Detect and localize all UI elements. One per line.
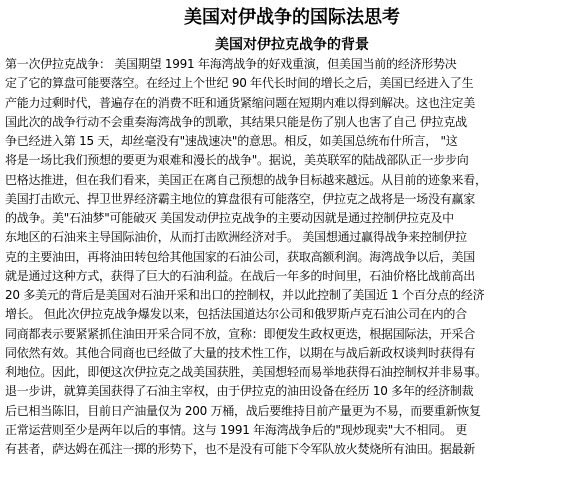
body-line: 定了它的算盘可能要落空。在经过上个世纪 90 年代长时间的增长之后，美国已经进入了生 <box>5 76 474 91</box>
body-line: 退一步讲，就算美国获得了石油主宰权，由于伊拉克的油田设备在经历 10 多年的经济制裁 <box>5 384 474 399</box>
document-title: 美国对伊战争的国际法思考 <box>184 7 400 28</box>
body-line: 利地位。因此，即便这次伊拉克之战美国获胜，美国想轻而易举地获得石油控制权并非易事。 <box>5 365 487 379</box>
body-text <box>5 55 580 459</box>
body-line: 有甚者，萨达姆在孤注一掷的形势下，也不是没有可能下令军队放火焚烧所有油田。据最新 <box>5 442 476 456</box>
body-line: 国此次的战争行动不会重奏海湾战争的凯歌，其结果只能是伤了别人也害了自己 伊拉克战 <box>5 114 467 129</box>
body-line: 东地区的石油来主导国际油价，从而打击欧洲经济对手。 美国想通过赢得战争来控制伊拉 <box>5 230 467 245</box>
body-line: 巴格达推进，但在我们看来，美国正在离自己预想的战争目标越来越远。从目前的迹象来看， <box>5 172 487 187</box>
body-line: 将是一场比我们预想的要更为艰难和漫长的战争"。据说，美英联军的陆战部队正一步步向 <box>5 153 469 168</box>
body-line: 就是通过这种方式，获得了巨大的石油利益。在战后一年多的时间里，石油价格比战前高出 <box>5 268 476 283</box>
body-line: 美国打击欧元、捍卫世界经济霸主地位的算盘很有可能落空，伊拉克之战将是一场没有赢家 <box>5 191 476 206</box>
body-line: 同依然有效。其他合同商也已经做了大量的技术性工作，以期在与战后新政权谈判时获得有 <box>5 345 476 360</box>
body-line: 产能力过剩时代，普遍存在的消费不旺和通货紧缩问题在短期内难以得到解决。这也注定美 <box>5 95 476 110</box>
body-line: 第一次伊拉克战争： 美国期望 1991 年海湾战争的好戏重演，但美国当前的经济形势决 <box>5 57 457 71</box>
body-line: 增长。 但此次伊拉克战争爆发以来，包括法国道达尔公司和俄罗斯卢克石油公司在内的合 <box>5 307 467 322</box>
body-line: 20 多美元的背后是美国对石油开采和出口的控制权，并以此控制了美国近 1 个百分点的经济 <box>5 288 485 302</box>
section-heading: 美国对伊拉克战争的背景 <box>215 37 369 53</box>
body-line: 争已经进入第 15 天，却丝毫没有"速战速决"的意思。相反，如美国总统布什所言， "这 <box>5 134 458 148</box>
body-line: 的战争。美"石油梦"可能破灭 美国发动伊拉克战争的主要动因就是通过控制伊拉克及中 <box>5 211 454 225</box>
body-line: 后已相当陈旧，目前日产油量仅为 200 万桶，战后要维持目前产量更为不易，而要重新恢复 <box>5 403 481 418</box>
body-line: 正常运营则至少是两年以后的事情。这与 1991 年海湾战争后的"现炒现卖"大不相同。 更 <box>5 422 468 437</box>
body-line: 同商都表示要紧紧抓住油田开采合同不放，宣称：即便发生政权更迭，根据国际法，开采合 <box>5 326 476 341</box>
body-line: 克的主要油田，再将油田转包给其他国家的石油公司，获取高额利润。海湾战争以后，美国 <box>5 249 476 264</box>
